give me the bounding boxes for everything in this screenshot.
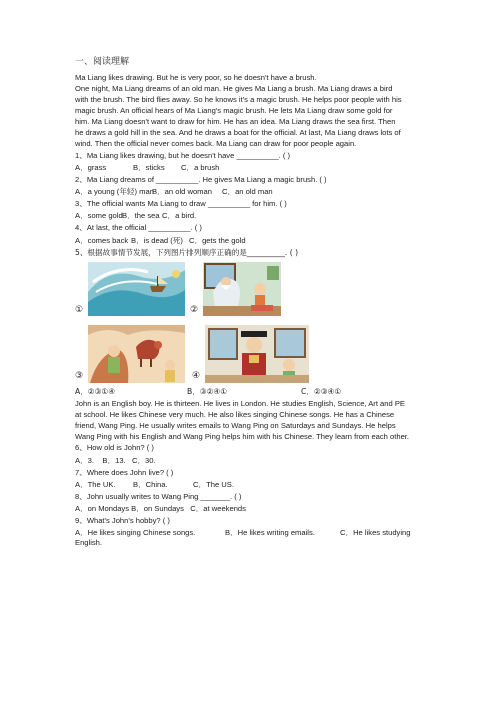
passage-line: John is an English boy. He is thirteen. He lives in London. He studies English, Science, Art and PE bbox=[75, 398, 405, 408]
section-title: 一、阅读理解 bbox=[75, 57, 130, 67]
option-b: B．an old woman bbox=[152, 187, 212, 197]
question-3-options bbox=[75, 212, 435, 221]
option-c: C．②③④① bbox=[301, 386, 342, 396]
option-a: A．grass bbox=[75, 162, 107, 172]
question-2-options bbox=[75, 188, 435, 197]
option-b: B．sticks bbox=[133, 162, 165, 172]
picture-3-label: ③ bbox=[75, 370, 84, 381]
option-b: B．③②④① bbox=[187, 386, 228, 396]
option-a: A．The UK. bbox=[75, 479, 116, 489]
worksheet-content bbox=[75, 57, 435, 551]
question-6-options: A．3. B．13. C．30. bbox=[75, 455, 156, 465]
passage-line: he draws a gold hill in the sea. And he draws a boat for the official. At last, Ma Liang draws lots of bbox=[75, 128, 401, 138]
old-man-dream-illustration bbox=[203, 262, 281, 316]
option-a: A．some gold bbox=[75, 211, 123, 221]
picture-4-label: ④ bbox=[192, 370, 201, 381]
question-4-options bbox=[75, 237, 435, 246]
option-b: B．He likes writing emails. bbox=[225, 528, 315, 538]
option-a: A．②③①④ bbox=[75, 386, 116, 396]
passage-line: Wang Ping with his English and Wang Ping helps him with his Chinese. They learn from each other. bbox=[75, 432, 410, 442]
passage-line: friend, Wang Ping. He usually writes emails to Wang Ping on Saturdays and Sundays. He helps bbox=[75, 421, 396, 431]
picture-4-official bbox=[205, 325, 309, 383]
passage-line: at school. He likes Chinese very much. He also likes singing Chinese songs. He has a Chinese bbox=[75, 409, 395, 419]
option-c: C．a brush bbox=[181, 162, 220, 172]
passage-john bbox=[75, 400, 435, 442]
option-c: C．He likes studying bbox=[340, 528, 411, 538]
passage-line: with the brush. The bird flies away. So he knows it's a magic brush. He helps poor people with his bbox=[75, 94, 402, 104]
question-9-options bbox=[75, 529, 435, 538]
picture-2-label: ② bbox=[190, 304, 199, 315]
question-9: 9、What's John's hobby? ( ) bbox=[75, 516, 170, 526]
question-2: 2、Ma Liang dreams of __________. He gives Ma Liang a magic brush. ( ) bbox=[75, 174, 327, 184]
option-b: B．the sea bbox=[122, 211, 160, 221]
story-pictures bbox=[75, 261, 435, 386]
passage-line: wind. Then the official never comes back. Ma Liang can draw for poor people again. bbox=[75, 139, 357, 149]
option-c: C．The US. bbox=[193, 479, 234, 489]
question-8-options: A．on Mondays B．on Sundays C．at weekends bbox=[75, 504, 246, 514]
question-8: 8、John usually writes to Wang Ping _______. ( ) bbox=[75, 491, 242, 501]
question-5: 5、根据故事情节发展，下列图片排列顺序正确的是__________. ( ) bbox=[75, 247, 299, 257]
question-1: 1、Ma Liang likes drawing, but he doesn't have __________. ( ) bbox=[75, 150, 291, 160]
question-5-options bbox=[75, 388, 435, 397]
option-a: A．a young (年轻) man bbox=[75, 187, 154, 197]
option-c: C．a bird. bbox=[162, 211, 197, 221]
picture-2-old-man bbox=[203, 262, 281, 316]
option-c: C．an old man bbox=[222, 187, 273, 197]
passage-line: him. Ma Liang doesn't want to draw for him. He has an idea. Ma Liang draws the sea first. Then bbox=[75, 117, 396, 127]
picture-1-sea-wind bbox=[88, 262, 185, 316]
option-b: B．China. bbox=[133, 479, 168, 489]
question-1-options bbox=[75, 164, 435, 173]
sea-wind-illustration bbox=[88, 262, 185, 316]
question-4: 4、At last, the official __________. ( ) bbox=[75, 223, 202, 233]
option-a: A．comes back bbox=[75, 235, 129, 245]
question-7-options bbox=[75, 481, 435, 490]
passage-line: One night, Ma Liang dreams of an old man. He gives Ma Liang a brush. Ma Liang draws a bird bbox=[75, 83, 393, 93]
picture-1-label: ① bbox=[75, 304, 84, 315]
picture-3-drawing bbox=[88, 325, 185, 383]
option-a: A．He likes singing Chinese songs. bbox=[75, 528, 196, 538]
question-9-option-c-continued: English. bbox=[75, 538, 103, 548]
passage-line: Ma Liang likes drawing. But he is very poor, so he doesn't have a brush. bbox=[75, 72, 317, 82]
passage-line: magic brush. An official hears of Ma Liang's magic brush. He lets Ma Liang draw some gold for bbox=[75, 106, 393, 116]
option-c: C．gets the gold bbox=[189, 235, 246, 245]
question-7: 7、Where does John live? ( ) bbox=[75, 467, 174, 477]
question-6: 6、How old is John? ( ) bbox=[75, 443, 154, 453]
question-3: 3、The official wants Ma Liang to draw __________ for him. ( ) bbox=[75, 199, 287, 209]
official-illustration bbox=[205, 325, 309, 383]
drawing-animal-illustration bbox=[88, 325, 185, 383]
passage-ma-liang bbox=[75, 74, 435, 150]
option-b: B．is dead (死) bbox=[131, 235, 183, 245]
